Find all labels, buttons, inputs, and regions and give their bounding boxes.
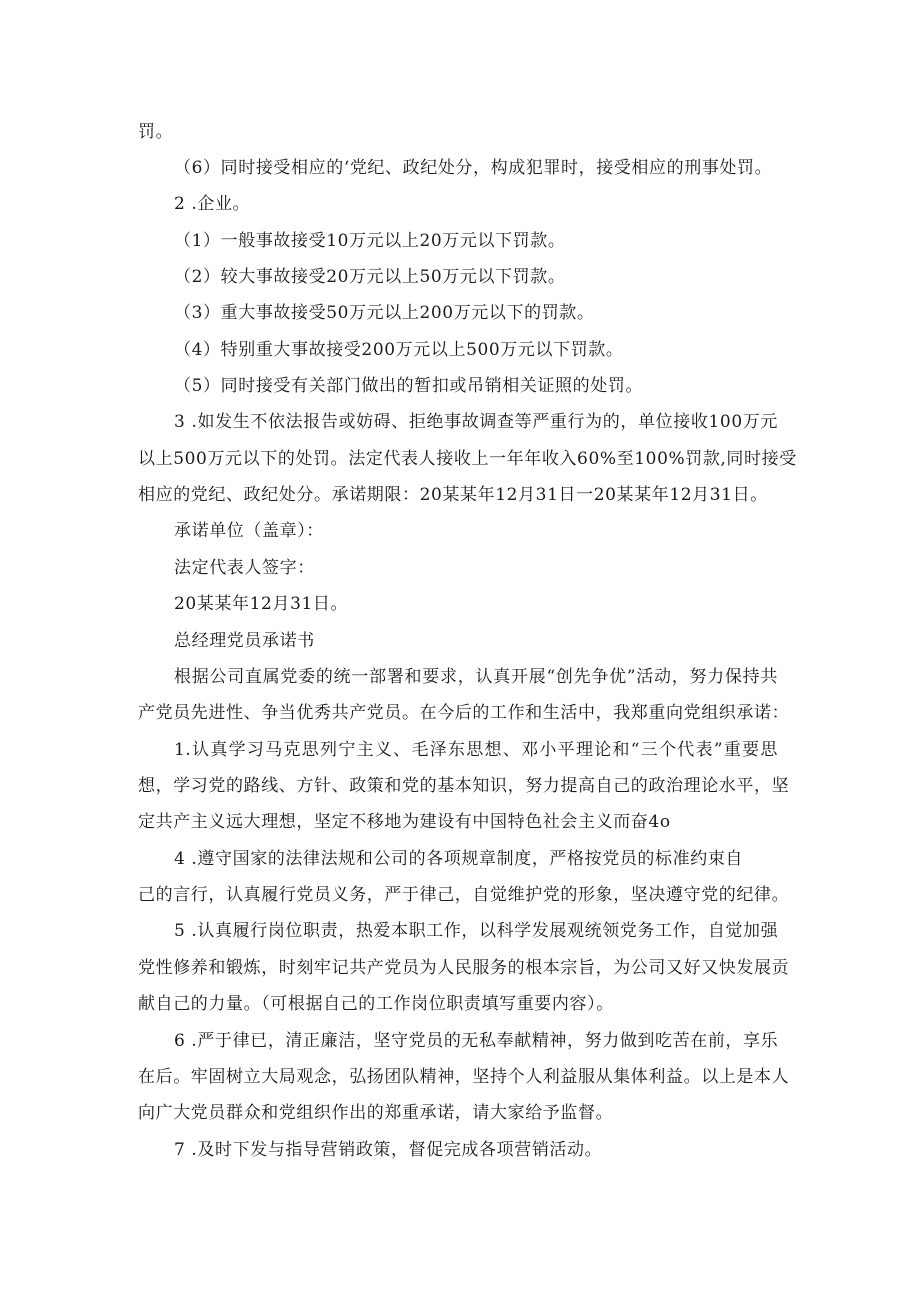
text-line-20: 定共产主义远大理想，坚定不移地为建设有中国特色社会主义而奋4o bbox=[138, 812, 671, 832]
text-line-2: （6）同时接受相应的‘党纪、政纪处分，构成犯罪时，接受相应的刑事处罚。 bbox=[174, 158, 773, 178]
text-line-4: （1）一般事故接受10万元以上20万元以下罚款。 bbox=[174, 231, 566, 251]
text-line-12: 承诺单位（盖章）： bbox=[174, 521, 324, 541]
text-line-28: 向广大党员群众和党组织作出的郑重承诺，请大家给予监督。 bbox=[138, 1103, 614, 1123]
text-line-9: 3 .如发生不依法报告或妨碍、拒绝事故调查等严重行为的，单位接收100万元 bbox=[174, 412, 778, 432]
text-line-3: 2 .企业。 bbox=[174, 194, 251, 214]
text-line-10: 以上500万元以下的处罚。法定代表人接收上一年年收入60%至100%罚款,同时接受 bbox=[138, 449, 797, 469]
text-line-1: 罚。 bbox=[138, 122, 174, 142]
text-line-16: 根据公司直属党委的统一部署和要求，认真开展“创先争优”活动，努力保持共 bbox=[174, 667, 778, 687]
text-line-23: 5 .认真履行岗位职责，热爱本职工作，以科学发展观统领党务工作，自觉加强 bbox=[174, 921, 779, 941]
text-line-11: 相应的党纪、政纪处分。承诺期限：20某某年12月31日一20某某年12月31日。 bbox=[138, 485, 768, 505]
text-line-13: 法定代表人签字： bbox=[174, 558, 315, 578]
text-line-25: 献自己的力量。（可根据自己的工作岗位职责填写重要内容）。 bbox=[138, 994, 614, 1014]
text-line-18: 1.认真学习马克思列宁主义、毛泽东思想、邓小平理论和“三个代表”重要思 bbox=[174, 740, 778, 760]
text-line-8: （5）同时接受有关部门做出的暂扣或吊销相关证照的处罚。 bbox=[174, 376, 644, 396]
text-line-24: 党性修养和锻炼，时刻牢记共产党员为人民服务的根本宗旨，为公司又好又快发展贡 bbox=[138, 958, 790, 978]
text-line-17: 产党员先进性、争当优秀共产党员。在今后的工作和生活中，我郑重向党组织承诺： bbox=[138, 703, 790, 723]
text-line-19: 想，学习党的路线、方针、政策和党的基本知识，努力提高自己的政治理论水平，坚 bbox=[138, 776, 790, 796]
text-line-26: 6 .严于律已，清正廉洁，坚守党员的无私奉献精神，努力做到吃苦在前，享乐 bbox=[174, 1031, 779, 1051]
text-line-27: 在后。牢固树立大局观念，弘扬团队精神，坚持个人利益服从集体利益。以上是本人 bbox=[138, 1067, 790, 1087]
text-line-6: （3）重大事故接受50万元以上200万元以下的罚款。 bbox=[174, 303, 595, 323]
text-line-29: 7 .及时下发与指导营销政策，督促完成各项营销活动。 bbox=[174, 1140, 603, 1160]
text-line-15: 总经理党员承诺书 bbox=[174, 631, 315, 651]
text-line-7: （4）特别重大事故接受200万元以上500万元以下罚款。 bbox=[174, 340, 624, 360]
text-line-5: （2）较大事故接受20万元以上50万元以下罚款。 bbox=[174, 267, 566, 287]
text-line-14: 20某某年12月31日。 bbox=[174, 594, 349, 614]
text-line-22: 己的言行，认真履行党员义务，严于律己，自觉维护党的形象，坚决遵守党的纪律。 bbox=[138, 885, 790, 905]
text-line-21: 4 .遵守国家的法律法规和公司的各项规章制度，严格按党员的标准约束自 bbox=[174, 849, 744, 869]
